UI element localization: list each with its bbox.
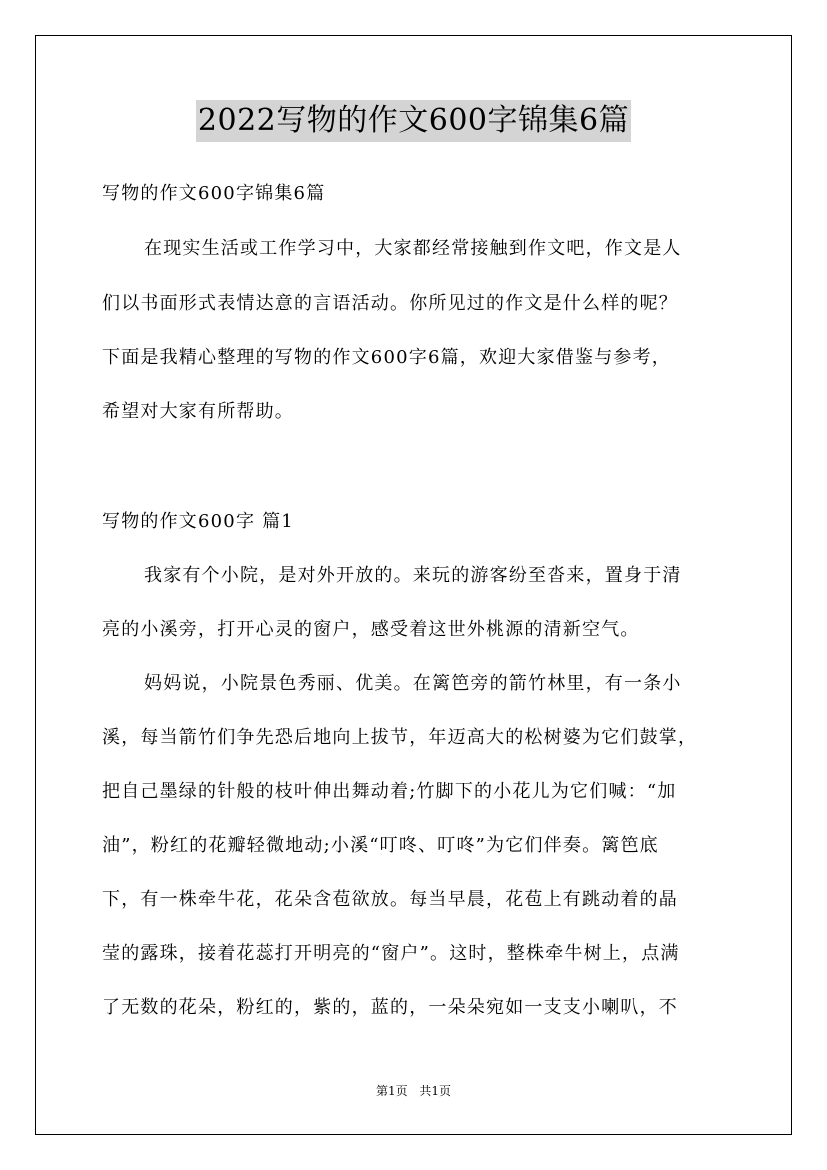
- body-line-6: 油”，粉红的花瓣轻微地动;小溪“叮咚、叮咚”为它们伴奏。篱笆底: [102, 835, 659, 856]
- body-line-7: 下，有一株牵牛花，花朵含苞欲放。每当早晨，花苞上有跳动着的晶: [102, 889, 678, 910]
- document-title: 2022写物的作文600字锦集6篇: [196, 100, 631, 142]
- body-line-5: 把自己墨绿的针般的枝叶伸出舞动着;竹脚下的小花儿为它们喊：“加: [102, 781, 677, 802]
- body-line-8: 莹的露珠，接着花蕊打开明亮的“窗户”。这时，整株牵牛树上，点满: [102, 943, 680, 964]
- page-total: 共1页: [419, 1084, 452, 1098]
- body-line-9: 了无数的花朵，粉红的，紫的，蓝的，一朵朵宛如一支支小喇叭，不: [102, 997, 678, 1018]
- section-heading: 写物的作文600字 篇1: [102, 511, 294, 532]
- body-line-4: 溪，每当箭竹们争先恐后地向上拔节，年迈高大的松树婆为它们鼓掌，: [102, 727, 698, 748]
- intro-line-3: 下面是我精心整理的写物的作文600字6篇，欢迎大家借鉴与参考，: [102, 347, 672, 368]
- body-line-2: 亮的小溪旁，打开心灵的窗户，感受着这世外桃源的清新空气。: [102, 619, 640, 640]
- body-line-1: 我家有个小院，是对外开放的。来玩的游客纷至沓来，置身于清: [144, 565, 682, 586]
- title-container: [0, 100, 827, 142]
- intro-line-4: 希望对大家有所帮助。: [102, 401, 294, 422]
- intro-line-1: 在现实生活或工作学习中，大家都经常接触到作文吧，作文是人: [144, 238, 682, 259]
- page-footer: [0, 1083, 827, 1099]
- body-line-3: 妈妈说，小院景色秀丽、优美。在篱笆旁的箭竹林里，有一条小: [144, 673, 682, 694]
- document-subtitle: 写物的作文600字锦集6篇: [102, 183, 326, 204]
- page-number: 第1页: [375, 1084, 408, 1098]
- intro-line-2: 们以书面形式表情达意的言语活动。你所见过的作文是什么样的呢？: [102, 293, 678, 314]
